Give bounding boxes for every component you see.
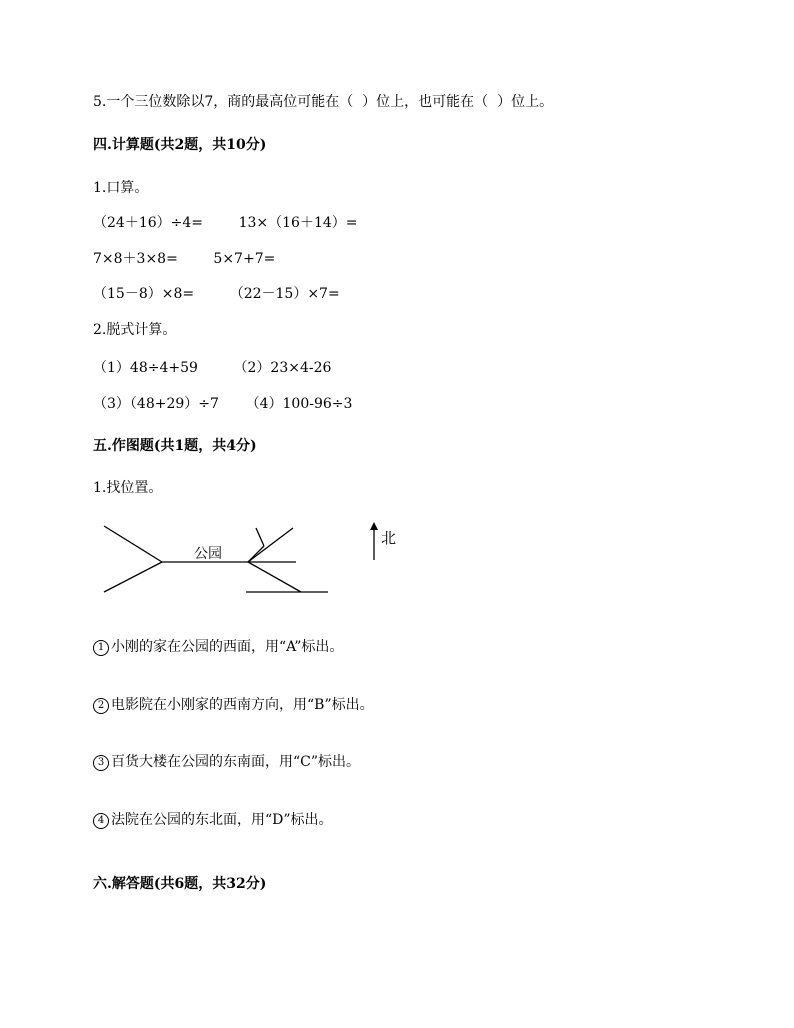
task-1: 1 小刚的家在公园的西面，用“A”标出。 — [93, 637, 343, 657]
circled-number: 4 — [93, 813, 109, 829]
step-calc-row-1: （1）48÷4+59 （2）23×4-26 — [93, 360, 332, 376]
oral-calc-row-3: （15－8）×8= （22－15）×7= — [93, 286, 340, 302]
road-northwest — [104, 526, 162, 562]
question-5: 5.一个三位数除以7，商的最高位可能在（ ）位上，也可能在（ ）位上。 — [93, 94, 554, 110]
oral-calc-row-2: 7×8＋3×8= 5×7+7= — [93, 251, 276, 267]
circled-number: 2 — [93, 698, 109, 714]
task-4: 4 法院在公园的东北面，用“D”标出。 — [93, 810, 333, 830]
park-map — [96, 520, 406, 602]
road-southwest — [104, 562, 162, 592]
circled-number: 3 — [93, 755, 109, 771]
road-north-short — [256, 528, 264, 546]
circled-number: 1 — [93, 640, 109, 656]
section-5-title: 五.作图题(共1题，共4分) — [93, 438, 257, 454]
road-southeast — [248, 562, 301, 592]
north-label: 北 — [381, 530, 397, 547]
oral-calc-row-1: （24＋16）÷4= 13×（16＋14）= — [93, 215, 358, 231]
step-calc-title: 2.脱式计算。 — [93, 322, 177, 338]
section-6-title: 六.解答题(共6题，共32分) — [93, 876, 267, 892]
task-2: 2 电影院在小刚家的西南方向，用“B”标出。 — [93, 695, 374, 715]
task-3: 3 百货大楼在公园的东南面，用“C”标出。 — [93, 752, 360, 772]
north-arrow-icon — [370, 522, 378, 530]
park-label: 公园 — [194, 545, 222, 561]
section-4-title: 四.计算题(共2题，共10分) — [93, 137, 267, 153]
oral-calc-title: 1.口算。 — [93, 180, 149, 196]
find-position-title: 1.找位置。 — [93, 480, 163, 496]
step-calc-row-2: （3）（48+29）÷7 （4）100-96÷3 — [93, 396, 353, 412]
road-northeast — [248, 528, 293, 562]
